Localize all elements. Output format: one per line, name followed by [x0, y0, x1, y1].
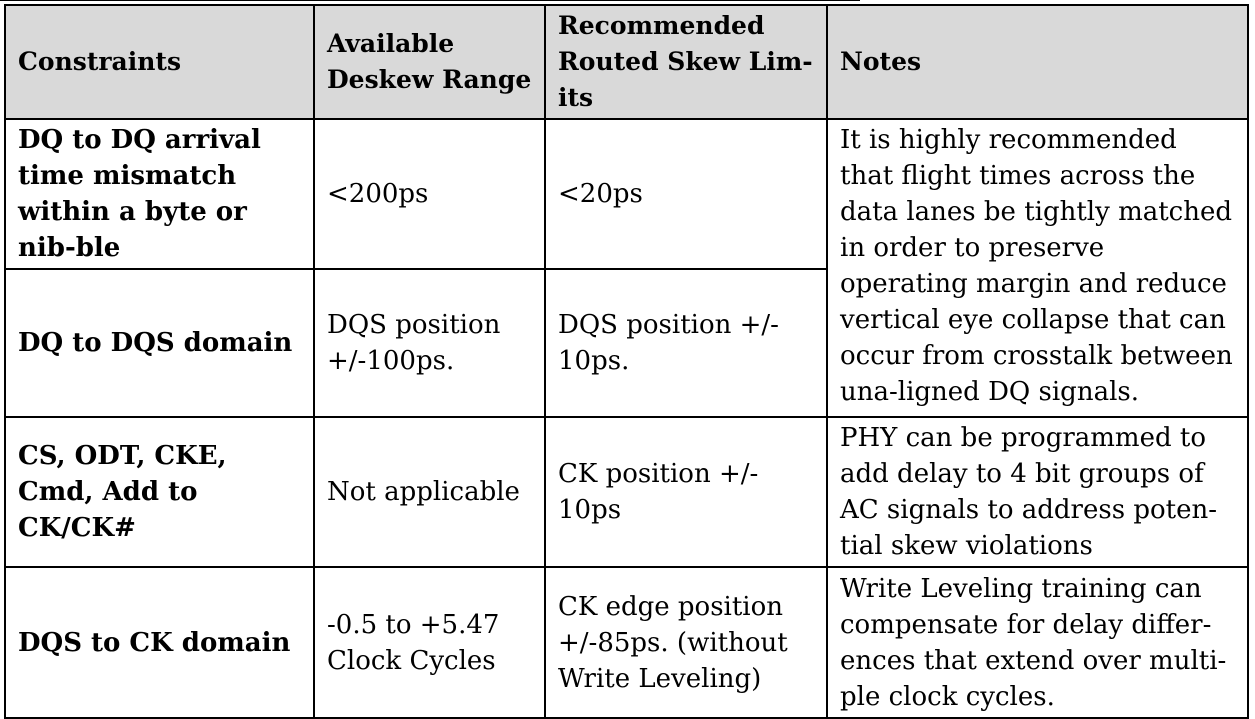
skew-limit-cell: CK edge position +/-85ps. (without Write Leveling) — [545, 567, 827, 718]
header-constraints: Constraints — [5, 5, 314, 119]
constraint-cell: DQS to CK domain — [5, 567, 314, 718]
table-row — [5, 567, 1248, 718]
notes-cell: PHY can be programmed to add delay to 4 bit groups of AC signals to address poten-tial skew violations — [827, 417, 1248, 567]
constraint-cell: DQ to DQ arrival time mismatch within a byte or nib-ble — [5, 119, 314, 269]
header-skew-limits: Recommended Routed Skew Lim-its — [545, 5, 827, 119]
table-row — [5, 119, 1248, 269]
skew-limit-cell: <20ps — [545, 119, 827, 269]
header-notes: Notes — [827, 5, 1248, 119]
table-row — [5, 417, 1248, 567]
notes-cell-shared: It is highly recommended that flight times across the data lanes be tightly matched in order to preserve operating margin and reduce vertical eye collapse that can occur from crosstalk between una-ligned DQ signals. — [827, 119, 1248, 417]
deskew-range-cell: <200ps — [314, 119, 545, 269]
header-deskew-range: Available Deskew Range — [314, 5, 545, 119]
constraint-cell: CS, ODT, CKE, Cmd, Add to CK/CK# — [5, 417, 314, 567]
notes-cell: Write Leveling training can compensate for delay differ-ences that extend over multi-ple clock cycles. — [827, 567, 1248, 718]
header-row — [5, 5, 1248, 119]
skew-limit-cell: DQS position +/- 10ps. — [545, 269, 827, 417]
constraint-cell: DQ to DQS domain — [5, 269, 314, 417]
deskew-range-cell: DQS position +/-100ps. — [314, 269, 545, 417]
deskew-range-cell: -0.5 to +5.47 Clock Cycles — [314, 567, 545, 718]
deskew-range-cell: Not applicable — [314, 417, 545, 567]
skew-limit-cell: CK position +/- 10ps — [545, 417, 827, 567]
skew-constraints-table — [4, 4, 1249, 719]
